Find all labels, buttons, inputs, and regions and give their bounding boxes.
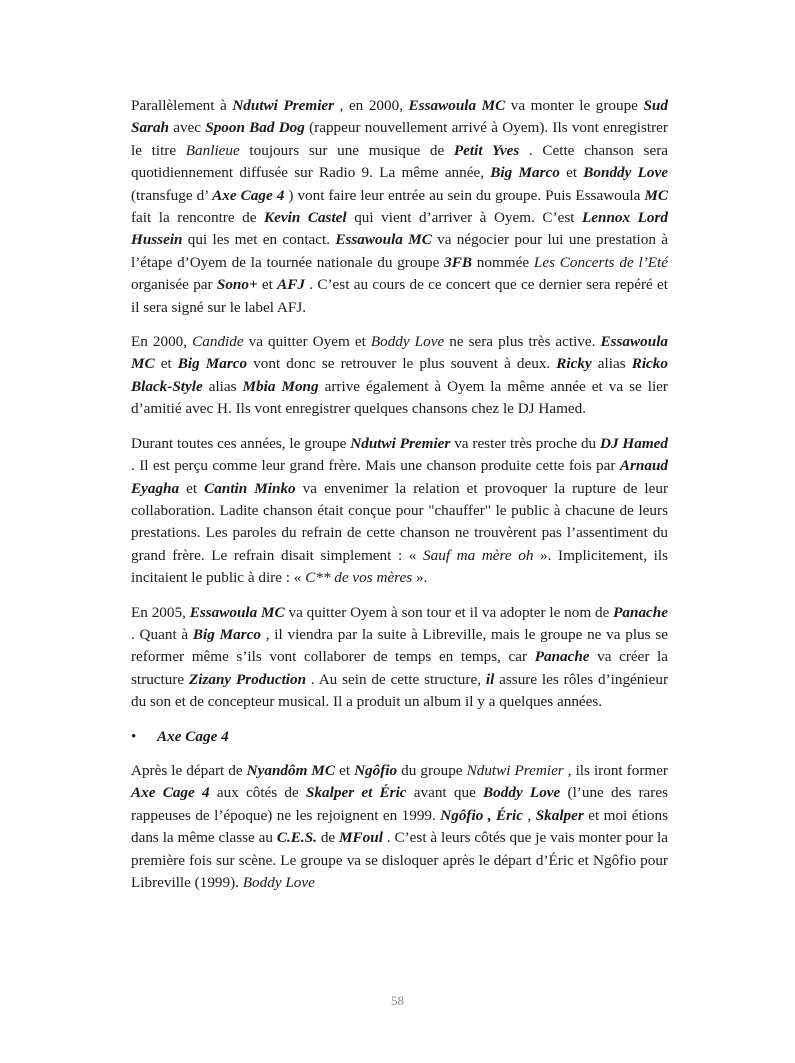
text-run: va rester très proche du <box>450 434 600 452</box>
name-emphasis: Cantin Minko <box>204 479 296 497</box>
name-emphasis: Panache <box>534 648 590 666</box>
text-run: et moi étions dans la même classe au <box>131 806 668 847</box>
name-emphasis: Essawoula MC <box>335 231 432 249</box>
text-run: , ils iront former <box>563 761 668 779</box>
text-run: . C’est au cours de ce concert que ce dernier sera repéré et il sera signé sur le label AFJ. <box>131 276 668 316</box>
title-italic: Ndutwi Premier <box>466 761 564 779</box>
title-italic: Candide <box>192 333 244 351</box>
paragraph-3 <box>131 433 668 590</box>
name-emphasis: MFoul <box>339 829 383 847</box>
section-bullet <box>131 726 668 748</box>
text-run: avant que <box>406 784 484 802</box>
text-run: En 2000, <box>131 333 193 351</box>
page-number: 58 <box>391 993 404 1008</box>
text-run: va quitter Oyem à son tour et il va adopter le nom de <box>284 603 614 621</box>
text-run: ». <box>412 569 428 587</box>
text-run: va envenimer la relation et provoquer la rupture de leur collaboration. Ladite chanson était conçue pour "chauffer" le public à chacune de leurs prestations. Les paroles du refrain de cette chanson ne trouvèrent pas l’assentiment du grand frère. Le refrain disait simplement : « <box>131 479 669 564</box>
text-run: , il viendra par la suite à Libreville, mais le groupe ne va plus se reformer même s’ils vont collaborer de temps en temps, car <box>131 625 668 666</box>
name-emphasis: Sono+ <box>216 276 258 294</box>
name-emphasis: Ricky <box>556 355 592 373</box>
name-emphasis: Mbia Mong <box>242 377 319 395</box>
name-emphasis: Skalper <box>535 806 584 824</box>
bullet-dot: • <box>131 727 137 745</box>
name-emphasis: Essawoula MC <box>408 97 506 114</box>
title-italic: C** de vos mères <box>305 569 413 587</box>
name-emphasis: Ndutwi Premier <box>232 97 335 114</box>
text-run: va quitter Oyem et <box>243 333 371 351</box>
title-italic: Banlieue <box>185 141 240 159</box>
text-run: arrive également à Oyem la même année et va se lier d’amitié avec H. Ils vont enregistrer quelques chansons chez le DJ Hamed. <box>131 377 668 418</box>
name-emphasis: Panache <box>613 603 668 621</box>
name-emphasis: Big Marco <box>177 355 248 373</box>
text-run: , <box>522 806 536 824</box>
text-run: et <box>179 479 205 497</box>
text-run: . Au sein de cette structure, <box>306 670 486 688</box>
name-emphasis: Kevin Castel <box>264 209 347 227</box>
text-run: fait la rencontre de <box>131 209 265 227</box>
text-run: qui vient d’arriver à Oyem. C’est <box>346 209 582 227</box>
text-run: et <box>154 355 178 373</box>
name-emphasis: Zizany Production <box>188 670 307 688</box>
text-run: . C’est à leurs côtés que je vais monter pour la première fois sur scène. Le groupe va se disloquer après le départ d’Éric et Ngôfio pour Libreville (1999). <box>131 829 668 891</box>
text-run: assure les rôles d’ingénieur du son et de concepteur musical. Il a produit un album il y a quelques années. <box>131 670 668 711</box>
text-run: va créer la structure <box>131 648 668 688</box>
text-run: alias <box>591 355 632 373</box>
text-run: , en 2000, <box>334 97 409 114</box>
text-run: toujours sur une musique de <box>239 141 454 159</box>
text-run: organisée par <box>131 276 217 294</box>
text-run: ne sera plus très active. <box>444 333 601 351</box>
paragraph-4 <box>131 602 668 714</box>
text-run: Parallèlement à <box>131 97 233 114</box>
text-run: de <box>316 829 340 847</box>
text-run: avec <box>169 119 206 137</box>
text-run: . Cette chanson sera quotidiennement diffusée sur Radio 9. La même année, <box>131 141 668 182</box>
text-run: du groupe <box>397 761 467 779</box>
text-run: . Quant à <box>131 625 193 643</box>
name-emphasis: Arnaud Eyagha <box>131 457 668 497</box>
name-emphasis: 3FB <box>444 253 473 271</box>
text-run: ». Implicitement, ils incitaient le public à dire : « <box>131 546 669 587</box>
text-run: ) vont faire leur entrée au sein du groupe. Puis Essawoula <box>284 186 645 204</box>
name-emphasis: C.E.S. <box>276 829 317 847</box>
name-emphasis: Ngôfio <box>354 761 398 779</box>
text-run: . Il est perçu comme leur grand frère. Mais une chanson produite cette fois par <box>131 457 620 475</box>
text-run: vont donc se retrouver le plus souvent à deux. <box>247 355 557 373</box>
name-emphasis: Axe Cage 4 <box>131 784 210 802</box>
name-emphasis: Ndutwi Premier <box>350 434 451 452</box>
text-run: (transfuge d’ <box>131 186 213 204</box>
name-emphasis: Essawoula MC <box>131 333 669 373</box>
title-italic: Sauf ma mère oh <box>423 546 534 564</box>
text-run: En 2005, <box>131 603 190 621</box>
text-run: (l’une des rares rappeuses de l’époque) ne les rejoignent en 1999. <box>131 784 669 824</box>
text-run: Durant toutes ces années, le groupe <box>131 434 351 452</box>
name-emphasis: Lennox Lord Hussein <box>131 209 669 249</box>
name-emphasis: Spoon Bad Dog <box>205 119 305 137</box>
name-emphasis: Boddy Love <box>483 784 561 802</box>
name-emphasis: Ngôfio , Éric <box>440 806 523 824</box>
text-run: et <box>335 761 355 779</box>
text-run: (rappeur nouvellement arrivé à Oyem). Ils vont enregistrer le titre <box>131 119 668 159</box>
name-emphasis: Big Marco <box>192 625 261 643</box>
name-emphasis: Petit Yves <box>453 141 520 159</box>
paragraph-2 <box>131 331 668 421</box>
name-emphasis: Nyandôm MC <box>246 761 336 779</box>
name-emphasis: Bonddy Love <box>583 164 668 182</box>
name-emphasis: Axe Cage 4 <box>212 186 285 204</box>
text-run: nommée <box>472 253 534 271</box>
text-run: alias <box>202 377 243 395</box>
paragraph-1 <box>131 95 668 319</box>
text-run: aux côtés de <box>209 784 306 802</box>
text-run: va monter le groupe <box>505 97 644 114</box>
text-run: et <box>559 164 584 182</box>
section-heading: Axe Cage 4 <box>157 727 229 745</box>
name-emphasis: Ricko Black-Style <box>131 355 668 395</box>
page-body <box>131 95 668 906</box>
name-emphasis: Skalper et Éric <box>306 784 407 802</box>
name-emphasis: DJ Hamed <box>600 434 668 452</box>
name-emphasis: Essawoula MC <box>189 603 285 621</box>
name-emphasis: AFJ <box>277 276 306 294</box>
name-emphasis: Big Marco <box>490 164 560 182</box>
title-italic: Boddy Love <box>242 874 315 891</box>
text-run: Après le départ de <box>131 761 247 779</box>
title-italic: Les Concerts de l’Eté <box>533 253 668 271</box>
name-emphasis: il <box>485 670 495 688</box>
name-emphasis: Sud Sarah <box>131 97 668 137</box>
text-run: va négocier pour lui une prestation à l’étape d’Oyem de la tournée nationale du groupe <box>131 231 668 271</box>
text-run: et <box>257 276 278 294</box>
name-emphasis: MC <box>644 186 668 204</box>
title-italic: Boddy Love <box>370 333 445 351</box>
text-run: qui les met en contact. <box>182 231 336 249</box>
paragraph-5 <box>131 760 668 894</box>
